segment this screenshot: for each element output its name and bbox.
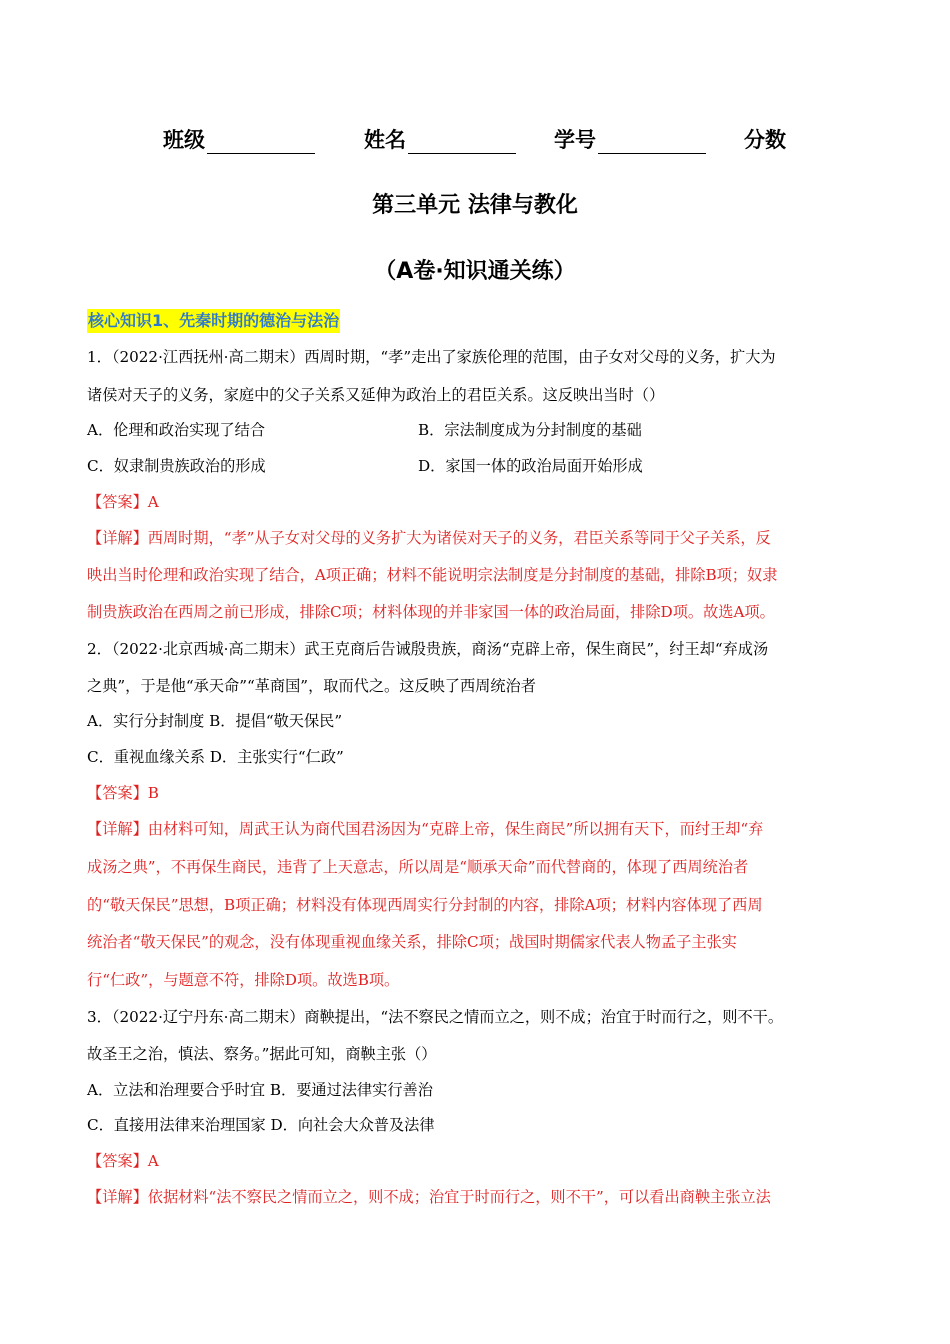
q1-stem-line: 1．（2022·江西抚州·高二期末）西周时期，“孝”走出了家族伦理的范围，由子女对父母的义务，扩大为 (87, 348, 776, 366)
q3-stem-line: 3．（2022·辽宁丹东·高二期末）商鞅提出，“法不察民之情而立之，则不成；治宜于时而行之，则不干。 (87, 1008, 784, 1026)
id-field (554, 124, 706, 154)
q2-stem-line: 之典”，于是他“承天命”“革商国”，取而代之。这反映了西周统治者 (87, 677, 536, 695)
name-label: 姓名 (364, 128, 406, 152)
page-title: 第三单元 法律与教化 (372, 193, 578, 218)
q1-option-b: B．宗法制度成为分封制度的基础 (418, 421, 642, 439)
q3-stem-line: 故圣王之治，慎法、察务。”据此可知，商鞅主张（） (87, 1045, 437, 1063)
q3-options-line: C．直接用法律来治理国家 D．向社会大众普及法律 (87, 1116, 435, 1134)
q2-options-line: A．实行分封制度 B．提倡“敬天保民” (87, 712, 343, 730)
q2-detail-line: 行“仁政”，与题意不符，排除D项。故选B项。 (87, 971, 400, 989)
q1-detail-line: 制贵族政治在西周之前已形成，排除C项；材料体现的并非家国一体的政治局面，排除D项。故选A项。 (87, 603, 775, 621)
q1-detail-line: 映出当时伦理和政治实现了结合，A项正确；材料不能说明宗法制度是分封制度的基础，排除B项；奴隶 (87, 566, 778, 584)
page-subtitle: （A卷·知识通关练） (374, 259, 576, 284)
q2-detail-line: 【详解】由材料可知，周武王认为商代国君汤因为“克辟上帝，保生商民”所以拥有天下，而纣王却“弃 (87, 820, 764, 838)
class-field (163, 124, 315, 154)
q1-option-c: C．奴隶制贵族政治的形成 (87, 457, 266, 475)
class-label: 班级 (163, 128, 205, 152)
score-label: 分数 (744, 128, 786, 152)
q3-options-line: A．立法和治理要合乎时宜 B．要通过法律实行善治 (87, 1081, 433, 1099)
student-info-row (0, 124, 950, 158)
id-blank[interactable] (598, 131, 706, 154)
score-field (744, 124, 786, 154)
q1-stem-line: 诸侯对天子的义务，家庭中的父子关系又延伸为政治上的君臣关系。这反映出当时（） (87, 386, 665, 404)
q2-stem-line: 2．（2022·北京西城·高二期末）武王克商后告诫殷贵族，商汤“克辟上帝，保生商民”，纣王却“弃成汤 (87, 640, 769, 658)
name-field (364, 124, 516, 154)
section-heading: 核心知识1、先秦时期的德治与法治 (87, 309, 340, 333)
name-blank[interactable] (408, 131, 516, 154)
id-label: 学号 (554, 128, 596, 152)
q1-option-a: A．伦理和政治实现了结合 (87, 421, 266, 439)
q3-answer: 【答案】A (87, 1152, 159, 1170)
q2-detail-line: 成汤之典”，不再保生商民，违背了上天意志，所以周是“顺承天命”而代替商的，体现了西周统治者 (87, 858, 749, 876)
q2-detail-line: 统治者“敬天保民”的观念，没有体现重视血缘关系，排除C项；战国时期儒家代表人物孟子主张实 (87, 933, 737, 951)
q1-detail-line: 【详解】西周时期，“孝”从子女对父母的义务扩大为诸侯对天子的义务，君臣关系等同于父子关系，反 (87, 529, 771, 547)
q2-detail-line: 的“敬天保民”思想，B项正确；材料没有体现西周实行分封制的内容，排除A项；材料内容体现了西周 (87, 896, 763, 914)
q1-answer: 【答案】A (87, 493, 159, 511)
q2-options-line: C．重视血缘关系 D．主张实行“仁政” (87, 748, 344, 766)
q2-answer: 【答案】B (87, 784, 159, 802)
q1-option-d: D．家国一体的政治局面开始形成 (418, 457, 643, 475)
q3-detail-line: 【详解】依据材料“法不察民之情而立之，则不成；治宜于时而行之，则不干”，可以看出商鞅主张立法 (87, 1188, 771, 1206)
class-blank[interactable] (207, 131, 315, 154)
